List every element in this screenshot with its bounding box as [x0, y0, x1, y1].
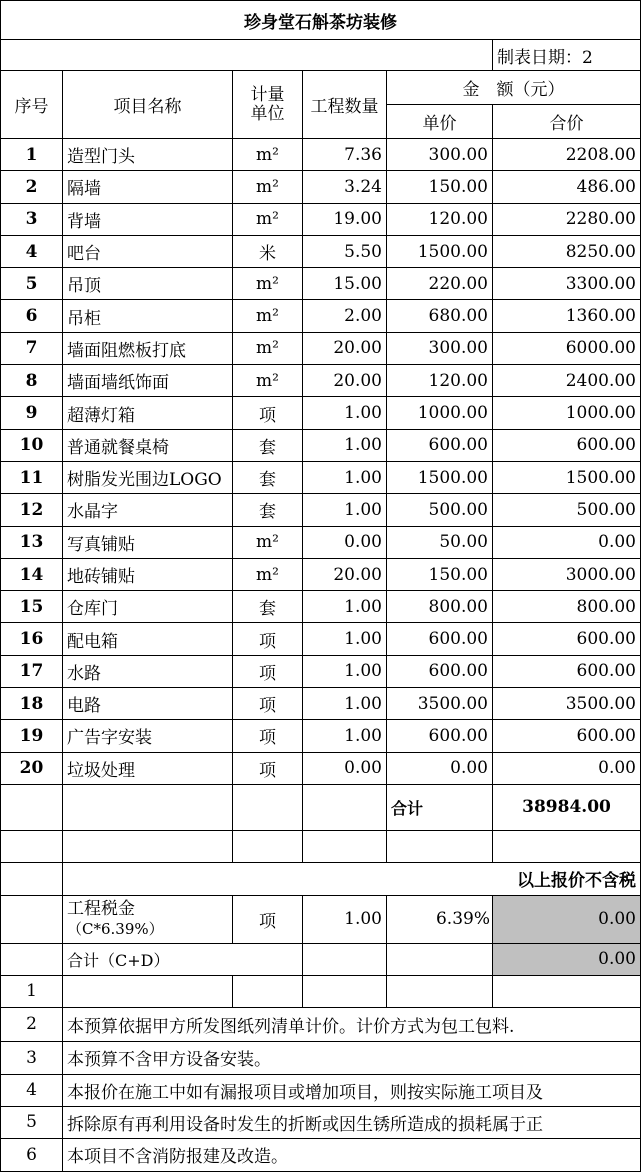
- item-price: 1000.00: [387, 397, 493, 429]
- item-price: 220.00: [387, 268, 493, 300]
- item-price: 300.00: [387, 139, 493, 171]
- note-empty-cell: [493, 975, 641, 1007]
- item-total: 1000.00: [493, 397, 641, 429]
- item-total: 3000.00: [493, 558, 641, 590]
- item-qty: 1.00: [303, 494, 387, 526]
- item-unit: m²: [233, 558, 303, 590]
- item-name: 广告字安装: [63, 720, 233, 752]
- item-price: 680.00: [387, 300, 493, 332]
- item-price: 600.00: [387, 655, 493, 687]
- subtotal-empty-1: [1, 784, 63, 830]
- item-qty: 5.50: [303, 235, 387, 267]
- item-total: 2280.00: [493, 203, 641, 235]
- item-no: 12: [1, 494, 63, 526]
- grand-total-label: 合计（C+D）: [63, 943, 303, 975]
- item-no: 6: [1, 300, 63, 332]
- header-unit-line1: 计量: [250, 84, 285, 105]
- item-qty: 20.00: [303, 365, 387, 397]
- item-name: 隔墙: [63, 171, 233, 203]
- item-qty: 1.00: [303, 623, 387, 655]
- item-name: 吊顶: [63, 268, 233, 300]
- subtotal-empty-3: [233, 784, 303, 830]
- item-qty: 15.00: [303, 268, 387, 300]
- item-total: 2400.00: [493, 365, 641, 397]
- item-price: 800.00: [387, 591, 493, 623]
- subtotal-label: 合计: [387, 784, 493, 830]
- blank-cell-4: [303, 830, 387, 862]
- table-row: [1, 494, 641, 526]
- header-name: 项目名称: [63, 71, 233, 139]
- item-no: 9: [1, 397, 63, 429]
- item-name: 树脂发光围边LOGO: [63, 461, 233, 493]
- item-total: 8250.00: [493, 235, 641, 267]
- item-unit: 套: [233, 429, 303, 461]
- item-no: 3: [1, 203, 63, 235]
- item-price: 150.00: [387, 171, 493, 203]
- tax-name-line2: （C*6.39%）: [67, 920, 164, 939]
- table-row: [1, 688, 641, 720]
- note-no: 4: [1, 1074, 63, 1106]
- item-no: 15: [1, 591, 63, 623]
- tax-note-empty: [1, 862, 63, 895]
- item-price: 50.00: [387, 526, 493, 558]
- header-row-1: [1, 71, 641, 105]
- item-price: 600.00: [387, 623, 493, 655]
- date-label: 制表日期：2: [493, 40, 641, 71]
- note-no: 2: [1, 1007, 63, 1041]
- item-unit: m²: [233, 203, 303, 235]
- item-qty: 19.00: [303, 203, 387, 235]
- table-row: [1, 461, 641, 493]
- item-total: 2208.00: [493, 139, 641, 171]
- item-price: 600.00: [387, 720, 493, 752]
- item-no: 8: [1, 365, 63, 397]
- item-name: 水晶字: [63, 494, 233, 526]
- item-total: 0.00: [493, 752, 641, 784]
- table-row: [1, 526, 641, 558]
- note-text: 本预算依据甲方所发图纸列清单计价。计价方式为包工包料.: [63, 1007, 641, 1041]
- note-row: [1, 1138, 641, 1171]
- item-qty: 20.00: [303, 558, 387, 590]
- note-no: 6: [1, 1138, 63, 1171]
- item-no: 17: [1, 655, 63, 687]
- table-row: [1, 429, 641, 461]
- table-row: [1, 397, 641, 429]
- note-no: 5: [1, 1106, 63, 1138]
- blank-cell-1: [1, 830, 63, 862]
- header-amount: 金 额（元）: [387, 71, 641, 105]
- grand-empty-price: [387, 943, 493, 975]
- item-price: 150.00: [387, 558, 493, 590]
- item-qty: 20.00: [303, 332, 387, 364]
- item-name: 地砖铺贴: [63, 558, 233, 590]
- item-total: 6000.00: [493, 332, 641, 364]
- note-row: [1, 1041, 641, 1074]
- tax-value: 0.00: [493, 895, 641, 943]
- table-row: [1, 591, 641, 623]
- item-unit: 套: [233, 591, 303, 623]
- item-unit: 项: [233, 655, 303, 687]
- table-row: [1, 655, 641, 687]
- note-text: 本预算不含甲方设备安装。: [63, 1041, 641, 1074]
- item-name: 墙面阻燃板打底: [63, 332, 233, 364]
- item-total: 3500.00: [493, 688, 641, 720]
- item-total: 3300.00: [493, 268, 641, 300]
- item-no: 11: [1, 461, 63, 493]
- item-qty: 0.00: [303, 752, 387, 784]
- item-no: 5: [1, 268, 63, 300]
- item-price: 3500.00: [387, 688, 493, 720]
- subtotal-value: 38984.00: [493, 784, 641, 830]
- item-unit: 套: [233, 494, 303, 526]
- table-row: [1, 268, 641, 300]
- table-row: [1, 300, 641, 332]
- grand-seq-empty: [1, 943, 63, 975]
- blank-row: [1, 830, 641, 862]
- item-qty: 1.00: [303, 429, 387, 461]
- item-name: 吊柜: [63, 300, 233, 332]
- item-price: 0.00: [387, 752, 493, 784]
- item-unit: m²: [233, 526, 303, 558]
- item-no: 10: [1, 429, 63, 461]
- item-price: 500.00: [387, 494, 493, 526]
- item-total: 1360.00: [493, 300, 641, 332]
- note-row: [1, 1007, 641, 1041]
- item-unit: 项: [233, 623, 303, 655]
- item-qty: 2.00: [303, 300, 387, 332]
- item-name: 超薄灯箱: [63, 397, 233, 429]
- tax-seq-empty: [1, 895, 63, 943]
- item-unit: 项: [233, 752, 303, 784]
- table-row: [1, 623, 641, 655]
- item-total: 600.00: [493, 623, 641, 655]
- note-row: [1, 1106, 641, 1138]
- note-no: 1: [1, 975, 63, 1007]
- item-unit: m²: [233, 332, 303, 364]
- item-price: 1500.00: [387, 235, 493, 267]
- item-no: 20: [1, 752, 63, 784]
- note-empty-cell: [233, 975, 303, 1007]
- table-row: [1, 720, 641, 752]
- item-price: 300.00: [387, 332, 493, 364]
- item-no: 4: [1, 235, 63, 267]
- tax-note-row: [1, 862, 641, 895]
- tax-note: 以上报价不含税: [63, 862, 641, 895]
- item-qty: 1.00: [303, 688, 387, 720]
- header-unit-line2: 单位: [250, 103, 285, 124]
- note-row: [1, 975, 641, 1007]
- header-total: 合价: [493, 105, 641, 139]
- grand-total-row: [1, 943, 641, 975]
- note-text: 本项目不含消防报建及改造。: [63, 1138, 641, 1171]
- item-no: 18: [1, 688, 63, 720]
- item-unit: 项: [233, 720, 303, 752]
- note-text: 本报价在施工中如有漏报项目或增加项目，则按实际施工项目及: [63, 1074, 641, 1106]
- item-total: 1500.00: [493, 461, 641, 493]
- item-name: 背墙: [63, 203, 233, 235]
- header-unit-price: 单价: [387, 105, 493, 139]
- item-no: 7: [1, 332, 63, 364]
- note-empty-cell: [303, 975, 387, 1007]
- header-unit: [233, 71, 303, 139]
- note-row: [1, 1074, 641, 1106]
- table-row: [1, 235, 641, 267]
- table-row: [1, 171, 641, 203]
- item-qty: 3.24: [303, 171, 387, 203]
- tax-qty: 1.00: [303, 895, 387, 943]
- tax-unit: 项: [233, 895, 303, 943]
- item-price: 120.00: [387, 365, 493, 397]
- item-unit: 项: [233, 397, 303, 429]
- item-qty: 1.00: [303, 461, 387, 493]
- item-no: 16: [1, 623, 63, 655]
- item-price: 600.00: [387, 429, 493, 461]
- item-name: 电路: [63, 688, 233, 720]
- subtotal-empty-4: [303, 784, 387, 830]
- sheet-title: 珍身堂石斛茶坊装修: [1, 1, 641, 40]
- header-qty: 工程数量: [303, 71, 387, 139]
- date-row: [1, 40, 641, 71]
- item-name: 吧台: [63, 235, 233, 267]
- grand-total-value: 0.00: [493, 943, 641, 975]
- item-unit: m²: [233, 268, 303, 300]
- subtotal-row: [1, 784, 641, 830]
- item-no: 1: [1, 139, 63, 171]
- item-name: 仓库门: [63, 591, 233, 623]
- title-row: [1, 1, 641, 40]
- note-empty-cell: [387, 975, 493, 1007]
- item-total: 600.00: [493, 655, 641, 687]
- table-row: [1, 752, 641, 784]
- item-no: 2: [1, 171, 63, 203]
- item-qty: 1.00: [303, 655, 387, 687]
- item-no: 14: [1, 558, 63, 590]
- item-qty: 7.36: [303, 139, 387, 171]
- item-name: 墙面墙纸饰面: [63, 365, 233, 397]
- item-name: 写真铺贴: [63, 526, 233, 558]
- subtotal-empty-2: [63, 784, 233, 830]
- item-name: 造型门头: [63, 139, 233, 171]
- table-row: [1, 365, 641, 397]
- grand-empty-qty: [303, 943, 387, 975]
- table-row: [1, 332, 641, 364]
- item-unit: m²: [233, 365, 303, 397]
- item-unit: m²: [233, 139, 303, 171]
- tax-rate: 6.39%: [387, 895, 493, 943]
- item-unit: m²: [233, 171, 303, 203]
- blank-cell-2: [63, 830, 233, 862]
- item-qty: 1.00: [303, 591, 387, 623]
- item-total: 600.00: [493, 429, 641, 461]
- blank-cell-3: [233, 830, 303, 862]
- item-qty: 1.00: [303, 397, 387, 429]
- item-no: 19: [1, 720, 63, 752]
- table-row: [1, 139, 641, 171]
- item-total: 800.00: [493, 591, 641, 623]
- item-total: 500.00: [493, 494, 641, 526]
- item-price: 120.00: [387, 203, 493, 235]
- note-text: 拆除原有再利用设备时发生的折断或因生锈所造成的损耗属于正: [63, 1106, 641, 1138]
- item-total: 486.00: [493, 171, 641, 203]
- tax-name: [63, 895, 233, 943]
- item-price: 1500.00: [387, 461, 493, 493]
- table-row: [1, 203, 641, 235]
- item-name: 配电箱: [63, 623, 233, 655]
- item-qty: 1.00: [303, 720, 387, 752]
- item-qty: 0.00: [303, 526, 387, 558]
- note-no: 3: [1, 1041, 63, 1074]
- blank-cell-5: [387, 830, 493, 862]
- item-total: 600.00: [493, 720, 641, 752]
- item-unit: 米: [233, 235, 303, 267]
- tax-row: [1, 895, 641, 943]
- table-row: [1, 558, 641, 590]
- tax-name-line1: 工程税金: [67, 899, 135, 920]
- item-name: 普通就餐桌椅: [63, 429, 233, 461]
- item-total: 0.00: [493, 526, 641, 558]
- item-unit: 套: [233, 461, 303, 493]
- item-no: 13: [1, 526, 63, 558]
- item-unit: m²: [233, 300, 303, 332]
- item-name: 垃圾处理: [63, 752, 233, 784]
- header-seq: 序号: [1, 71, 63, 139]
- item-name: 水路: [63, 655, 233, 687]
- date-spacer: [1, 40, 493, 71]
- item-unit: 项: [233, 688, 303, 720]
- note-empty-cell: [63, 975, 233, 1007]
- blank-cell-6: [493, 830, 641, 862]
